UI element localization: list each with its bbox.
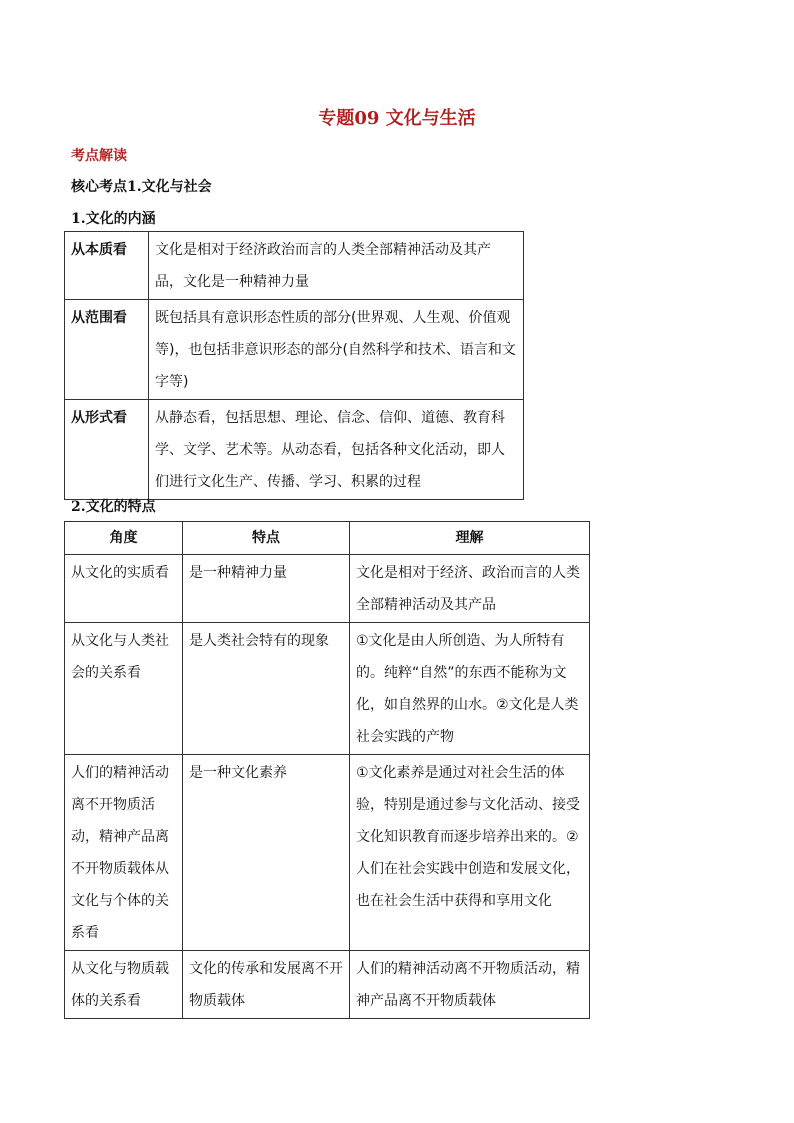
table-cell: ①文化素养是通过对社会生活的体验，特别是通过参与文化活动、接受文化知识教育而逐步培养出来的。②人们在社会实践中创造和发展文化，也在社会生活中获得和享用文化 — [350, 755, 590, 951]
core-point-heading: 核心考点1.文化与社会 — [71, 179, 212, 195]
table-cell: ①文化是由人所创造、为人所特有的。纯粹“自然”的东西不能称为文化，如自然界的山水。②文化是人类社会实践的产物 — [350, 623, 590, 755]
table-row — [65, 951, 590, 1019]
row-label: 从形式看 — [65, 400, 149, 500]
row-content: 从静态看，包括思想、理论、信念、信仰、道德、教育科学、文学、艺术等。从动态看，包括各种文化活动，即人们进行文化生产、传播、学习、积累的过程 — [149, 400, 524, 500]
section-2-heading: 2.文化的特点 — [71, 499, 156, 515]
row-content: 文化是相对于经济政治而言的人类全部精神活动及其产品，文化是一种精神力量 — [149, 232, 524, 300]
culture-features-table — [64, 521, 590, 1019]
table-cell: 从文化与物质载体的关系看 — [65, 951, 183, 1019]
table-cell: 是人类社会特有的现象 — [183, 623, 350, 755]
table-header-row — [65, 522, 590, 555]
culture-connotation-table — [64, 231, 524, 500]
table-cell: 是一种文化素养 — [183, 755, 350, 951]
row-label: 从范围看 — [65, 300, 149, 400]
table-row — [65, 623, 590, 755]
page-title: 专题09 文化与生活 — [318, 108, 476, 129]
table-row — [65, 755, 590, 951]
column-header: 特点 — [183, 522, 350, 555]
table-cell: 人们的精神活动离不开物质活动，精神产品离不开物质载体 — [350, 951, 590, 1019]
table-cell: 文化是相对于经济、政治而言的人类全部精神活动及其产品 — [350, 555, 590, 623]
table-cell: 文化的传承和发展离不开物质载体 — [183, 951, 350, 1019]
table-row — [65, 400, 524, 500]
table-row — [65, 555, 590, 623]
table-cell: 从文化的实质看 — [65, 555, 183, 623]
table-row — [65, 300, 524, 400]
column-header: 理解 — [350, 522, 590, 555]
section-label: 考点解读 — [71, 148, 127, 164]
table-cell: 人们的精神活动离不开物质活动，精神产品离不开物质载体从文化与个体的关系看 — [65, 755, 183, 951]
table-cell: 从文化与人类社会的关系看 — [65, 623, 183, 755]
row-content: 既包括具有意识形态性质的部分(世界观、人生观、价值观等)，也包括非意识形态的部分(自然科学和技术、语言和文字等) — [149, 300, 524, 400]
row-label: 从本质看 — [65, 232, 149, 300]
table-row — [65, 232, 524, 300]
column-header: 角度 — [65, 522, 183, 555]
table-cell: 是一种精神力量 — [183, 555, 350, 623]
section-1-heading: 1.文化的内涵 — [71, 211, 156, 227]
